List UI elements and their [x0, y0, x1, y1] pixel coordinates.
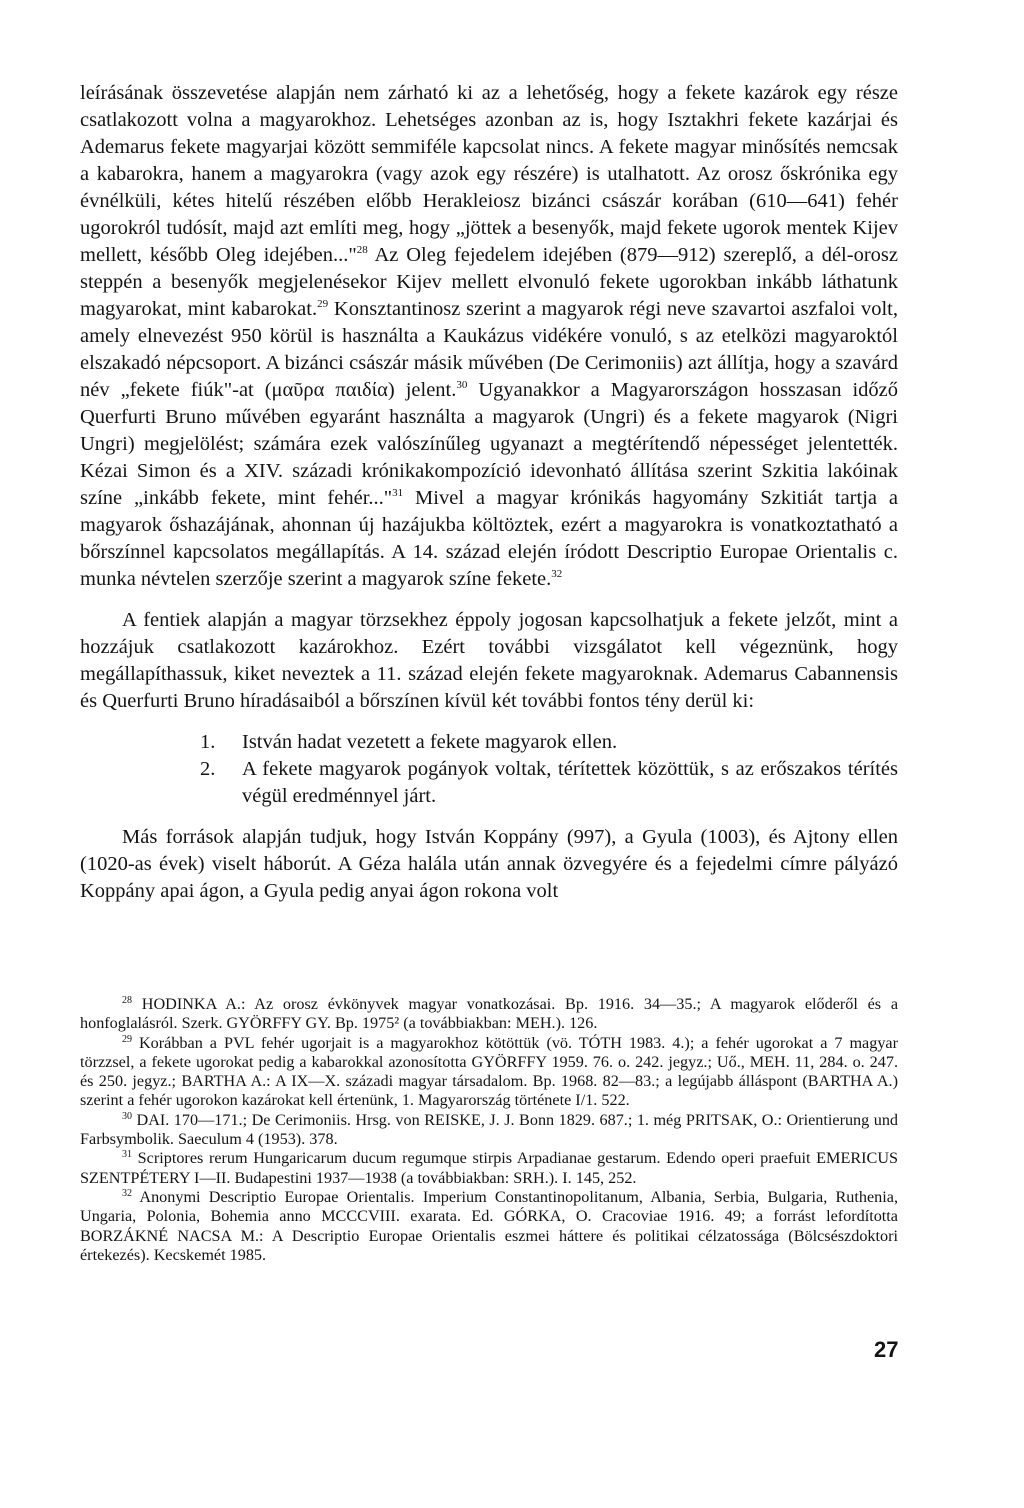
footnote [80, 1034, 898, 1111]
footnote-number: 32 [122, 1187, 132, 1199]
paragraph-3: Más források alapján tudjuk, hogy István Koppány (997), a Gyula (1003), és Ajtony ellen (1020-as évek) viselt háborút. A Géza halála után annak özvegyére és a fejedelmi címre pályázó Koppány apai ágon, a Gyula pedig anyai ágon rokona volt [80, 826, 898, 902]
footnote-text: DAI. 170—171.; De Cerimoniis. Hrsg. von REISKE, J. J. Bonn 1829. 687.; 1. még PRITSAK, O.: Orientierung und Farbsymbolik. Saeculum 4 (1953). 378. [80, 1110, 899, 1149]
footnotes [80, 995, 898, 1265]
text-run: Konsztantinosz szerint a magyarok régi neve szavartoi aszfaloi volt, amely elnevezést 950 körül is használta a Kaukázus vidékére vonuló, s az etelközi magyaroktól elszakadó népcsoport. A bizánci császár másik művében (De Cerimoniis) azt állítja, hogy a szavárd név „fekete fiúk"-at (μαῦρα παιδία) jelent. [80, 298, 898, 401]
footnote-text: Scriptores rerum Hungaricarum ducum regumque stirpis Arpadianae gestarum. Edendo operi praefuit EMERICUS SZENTPÉTERY I—II. Budapestini 1937—1938 (a továbbiakban: SRH.). I. 145, 252. [80, 1149, 899, 1187]
footnote-ref[interactable]: 29 [317, 298, 329, 310]
text-run: Mivel a magyar krónikás hagyomány Szkitiát tartja a magyarok őshazájának, ahonnan új hazájukba költöztek, ezért a magyarokra is vonatkoztatható a bőrszínnel kapcsolatos megállapítás. A 14. század elején íródott Descriptio Europae Orientalis c. munka névtelen szerzője szerint a magyarok színe fekete. [80, 487, 899, 590]
list-item-text: István hadat vezetett a fekete magyarok ellen. [242, 731, 618, 753]
page-number: 27 [874, 1337, 899, 1362]
footnote-number: 29 [122, 1033, 132, 1045]
text-run: Ugyanakkor a Magyarországon hosszasan időző Querfurti Bruno művében egyaránt használta a magyarok (Ungri) és a fekete magyarok (Nigri Ungri) megjelölést; számára ezek valószínűleg ugyanazt a megtérítendő népességet jelentették. Kézai Simon és a XIV. századi krónikakompozíció idevonható állítása szerint Szkitia lakóinak színe „inkább fekete, mint fehér..." [80, 379, 898, 509]
paragraph-1 [80, 80, 898, 593]
footnote-text: HODINKA A.: Az orosz évkönyvek magyar vonatkozásai. Bp. 1916. 34—35.; A magyarok előderől és a honfoglalásról. Szerk. GYÖRFFY GY. Bp. 1975² (a továbbiakban: MEH.). 126. [80, 995, 899, 1033]
footnote-ref[interactable]: 30 [456, 379, 468, 391]
footnote-number: 30 [122, 1110, 132, 1122]
paragraph-2: A fentiek alapján a magyar törzsekhez éppoly jogosan kapcsolhatjuk a fekete jelzőt, mint a hozzájuk csatlakozott kazárokhoz. Ezért további vizsgálatot kell végeznünk, hogy megállapíthassuk, kiket neveztek a 11. század elején fekete magyaroknak. Ademarus Cabannensis és Querfurti Bruno híradásaiból a bőrszínen kívül két további fontos tény derül ki: [80, 609, 898, 712]
list-number: 2. [200, 758, 216, 780]
main-text [80, 80, 898, 905]
list-item [80, 729, 898, 756]
list-item-text: A fekete magyarok pogányok voltak, térítettek közöttük, s az erőszakos térítés végül eredménnyel járt. [242, 758, 898, 807]
footnote-number: 31 [122, 1149, 132, 1161]
text-run: leírásának összevetése alapján nem zárható ki az a lehetőség, hogy a fekete kazárok egy része csatlakozott volna a magyarokhoz. Lehetséges azonban az is, hogy Isztakhri fekete kazárjai és Ademarus fekete magyarjai között semmiféle kapcsolat nincs. A fekete magyar minősítés nemcsak a kabarokra, hanem a magyarokra (vagy azok egy részére) is utalhatott. Az orosz őskrónika egy évnélküli, kétes hitelű részében előbb Herakleiosz bizánci császár korában (610—641) fehér ugorokról tudósít, majd azt említi meg, hogy „jöttek a besenyők, majd fekete ugorok mentek Kijev mellett, később Oleg idejében..." [80, 82, 898, 266]
text-run: Az Oleg fejedelem idejében (879—912) szereplő, a dél-orosz steppén a besenyők megjelenésekor Kijev mellett elvonuló fekete ugorokban inkább láthatunk magyarokat, mint kabarokat. [80, 244, 898, 320]
footnote [80, 1188, 898, 1265]
footnote-ref[interactable]: 31 [392, 487, 404, 499]
footnote-ref[interactable]: 28 [356, 244, 368, 256]
footnote-number: 28 [122, 995, 132, 1006]
footnote-text: Korábban a PVL fehér ugorjait is a magyarokhoz kötöttük (vö. TÓTH 1983. 4.); a fehér ugorokat a 7 magyar törzzsel, a fekete ugorokat pedig a kabarokkal azonosította GYÖRFFY 1959. 76. o. 242. jegyz.; Uő., MEH. 11, 284. o. 247. és 250. jegyz.; BARTHA A.: A IX—X. századi magyar társadalom. Bp. 1968. 82—83.; a legújabb álláspont (BARTHA A.) szerint a fehér ugorokon kazárokat kell értenünk, 1. Magyarország története I/1. 522. [80, 1033, 898, 1110]
list-number: 1. [200, 731, 216, 753]
footnote [80, 1111, 898, 1150]
list-item [80, 756, 898, 810]
footnote [80, 995, 898, 1034]
footnote-ref[interactable]: 32 [551, 568, 563, 580]
footnote [80, 1149, 898, 1188]
footnote-text: Anonymi Descriptio Europae Orientalis. Imperium Constantinopolitanum, Albania, Serbia, Bulgaria, Ruthenia, Ungaria, Polonia, Bohemia anno MCCCVIII. exarata. Ed. GÓRKA, O. Cracoviae 1916. 49; a forrást lefordította BORZÁKNÉ NACSA M.: A Descriptio Europae Orientalis eszmei háttere és politikai célzatossága (Bölcsészdoktori értekezés). Kecskemét 1985. [80, 1187, 898, 1264]
numbered-list [80, 729, 898, 810]
